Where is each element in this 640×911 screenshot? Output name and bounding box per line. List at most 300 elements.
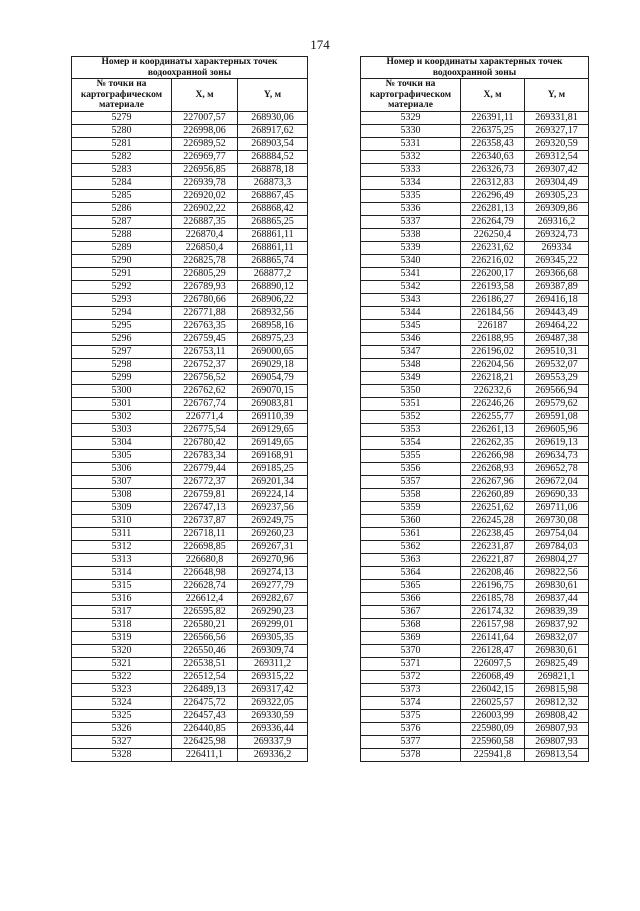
table-row [72, 384, 308, 397]
table-row [361, 488, 589, 501]
table-row [72, 293, 308, 306]
point-number-cell: 5284 [72, 176, 172, 189]
y-coordinate-cell: 269322,05 [238, 696, 308, 709]
point-number-cell: 5377 [361, 735, 461, 748]
y-coordinate-cell: 269416,18 [525, 293, 589, 306]
point-number-cell: 5297 [72, 345, 172, 358]
y-coordinate-cell: 268975,23 [238, 332, 308, 345]
table-row [72, 241, 308, 254]
x-coordinate-cell: 226969,77 [172, 150, 238, 163]
table-row [72, 462, 308, 475]
table-row [361, 501, 589, 514]
y-coordinate-cell: 268930,06 [238, 111, 308, 124]
table-row [361, 202, 589, 215]
table-row [361, 436, 589, 449]
table-row [361, 215, 589, 228]
x-coordinate-cell: 226268,93 [461, 462, 525, 475]
point-number-cell: 5285 [72, 189, 172, 202]
y-coordinate-cell: 268861,11 [238, 228, 308, 241]
x-coordinate-cell: 226475,72 [172, 696, 238, 709]
point-number-cell: 5371 [361, 657, 461, 670]
table-row [361, 267, 589, 280]
y-coordinate-cell: 269000,65 [238, 345, 308, 358]
point-number-cell: 5317 [72, 605, 172, 618]
point-number-cell: 5346 [361, 332, 461, 345]
x-coordinate-cell: 226375,25 [461, 124, 525, 137]
x-coordinate-cell: 226920,02 [172, 189, 238, 202]
point-number-cell: 5356 [361, 462, 461, 475]
y-coordinate-cell: 268867,45 [238, 189, 308, 202]
point-number-cell: 5366 [361, 592, 461, 605]
x-coordinate-cell: 226939,78 [172, 176, 238, 189]
table-row [72, 124, 308, 137]
x-coordinate-cell: 226718,11 [172, 527, 238, 540]
y-coordinate-cell: 269290,23 [238, 605, 308, 618]
x-coordinate-cell: 226025,57 [461, 696, 525, 709]
point-number-cell: 5292 [72, 280, 172, 293]
point-number-cell: 5363 [361, 553, 461, 566]
x-coordinate-cell: 226780,42 [172, 436, 238, 449]
table-row [72, 397, 308, 410]
x-coordinate-cell: 226238,45 [461, 527, 525, 540]
x-coordinate-cell: 226779,44 [172, 462, 238, 475]
x-coordinate-cell: 226737,87 [172, 514, 238, 527]
x-coordinate-cell: 226680,8 [172, 553, 238, 566]
point-number-cell: 5281 [72, 137, 172, 150]
y-coordinate-cell: 269464,22 [525, 319, 589, 332]
point-number-cell: 5320 [72, 644, 172, 657]
point-number-cell: 5332 [361, 150, 461, 163]
point-number-cell: 5300 [72, 384, 172, 397]
table-row [72, 189, 308, 202]
point-number-cell: 5376 [361, 722, 461, 735]
point-number-cell: 5352 [361, 410, 461, 423]
x-coordinate-cell: 226805,29 [172, 267, 238, 280]
y-coordinate-cell: 269274,13 [238, 566, 308, 579]
point-number-cell: 5327 [72, 735, 172, 748]
table-row [361, 475, 589, 488]
table-row [72, 657, 308, 670]
page-number: 174 [310, 37, 330, 52]
y-coordinate-cell: 269334 [525, 241, 589, 254]
table-row [361, 345, 589, 358]
table-row [361, 423, 589, 436]
column-header-point: № точки на картографическом материале [361, 79, 461, 112]
y-coordinate-cell: 269822,56 [525, 566, 589, 579]
y-coordinate-cell: 268958,16 [238, 319, 308, 332]
y-coordinate-cell: 269690,33 [525, 488, 589, 501]
y-coordinate-cell: 269309,86 [525, 202, 589, 215]
y-coordinate-cell: 269083,81 [238, 397, 308, 410]
point-number-cell: 5293 [72, 293, 172, 306]
table-row [72, 254, 308, 267]
point-number-cell: 5282 [72, 150, 172, 163]
x-coordinate-cell: 226312,83 [461, 176, 525, 189]
table-row [72, 202, 308, 215]
point-number-cell: 5301 [72, 397, 172, 410]
table-row [361, 748, 589, 761]
x-coordinate-cell: 226218,21 [461, 371, 525, 384]
x-coordinate-cell: 226580,21 [172, 618, 238, 631]
point-number-cell: 5364 [361, 566, 461, 579]
x-coordinate-cell: 226068,49 [461, 670, 525, 683]
point-number-cell: 5374 [361, 696, 461, 709]
y-coordinate-cell: 269282,67 [238, 592, 308, 605]
x-coordinate-cell: 226887,35 [172, 215, 238, 228]
point-number-cell: 5296 [72, 332, 172, 345]
y-coordinate-cell: 269672,04 [525, 475, 589, 488]
point-number-cell: 5280 [72, 124, 172, 137]
column-header-point: № точки на картографическом материале [72, 79, 172, 112]
point-number-cell: 5334 [361, 176, 461, 189]
y-coordinate-cell: 269345,22 [525, 254, 589, 267]
column-header-y: Y, м [525, 79, 589, 112]
point-number-cell: 5358 [361, 488, 461, 501]
point-number-cell: 5288 [72, 228, 172, 241]
table-row [72, 722, 308, 735]
y-coordinate-cell: 269336,44 [238, 722, 308, 735]
table-row [361, 124, 589, 137]
x-coordinate-cell: 226440,85 [172, 722, 238, 735]
y-coordinate-cell: 269837,44 [525, 592, 589, 605]
table-row [361, 410, 589, 423]
point-number-cell: 5289 [72, 241, 172, 254]
point-number-cell: 5357 [361, 475, 461, 488]
x-coordinate-cell: 226762,62 [172, 384, 238, 397]
table-row [72, 488, 308, 501]
table-row [361, 670, 589, 683]
point-number-cell: 5368 [361, 618, 461, 631]
table-row [361, 228, 589, 241]
y-coordinate-cell: 269387,89 [525, 280, 589, 293]
table-row [361, 657, 589, 670]
x-coordinate-cell: 226296,49 [461, 189, 525, 202]
y-coordinate-cell: 269366,68 [525, 267, 589, 280]
x-coordinate-cell: 226264,79 [461, 215, 525, 228]
x-coordinate-cell: 226250,4 [461, 228, 525, 241]
x-coordinate-cell: 226825,78 [172, 254, 238, 267]
y-coordinate-cell: 269312,54 [525, 150, 589, 163]
table-row [72, 618, 308, 631]
y-coordinate-cell: 268877,2 [238, 267, 308, 280]
table-row [361, 280, 589, 293]
table-title: Номер и координаты характерных точек водоохранной зоны [72, 57, 308, 79]
table-row [72, 150, 308, 163]
x-coordinate-cell: 226255,77 [461, 410, 525, 423]
table-row [72, 358, 308, 371]
point-number-cell: 5304 [72, 436, 172, 449]
point-number-cell: 5351 [361, 397, 461, 410]
x-coordinate-cell: 226775,54 [172, 423, 238, 436]
table-row [72, 228, 308, 241]
y-coordinate-cell: 268890,12 [238, 280, 308, 293]
y-coordinate-cell: 269260,23 [238, 527, 308, 540]
table-row [361, 332, 589, 345]
y-coordinate-cell: 269299,01 [238, 618, 308, 631]
x-coordinate-cell: 226266,98 [461, 449, 525, 462]
table-row [72, 319, 308, 332]
y-coordinate-cell: 268906,22 [238, 293, 308, 306]
y-coordinate-cell: 269807,93 [525, 722, 589, 735]
table-row [72, 332, 308, 345]
table-row [72, 501, 308, 514]
point-number-cell: 5329 [361, 111, 461, 124]
x-coordinate-cell: 226628,74 [172, 579, 238, 592]
point-number-cell: 5349 [361, 371, 461, 384]
table-row [72, 748, 308, 761]
y-coordinate-cell: 269054,79 [238, 371, 308, 384]
x-coordinate-cell: 225980,09 [461, 722, 525, 735]
table-row [361, 631, 589, 644]
point-number-cell: 5330 [361, 124, 461, 137]
point-number-cell: 5314 [72, 566, 172, 579]
table-body-left [72, 111, 308, 761]
table-row [361, 605, 589, 618]
x-coordinate-cell: 226512,54 [172, 670, 238, 683]
point-number-cell: 5333 [361, 163, 461, 176]
x-coordinate-cell: 226184,56 [461, 306, 525, 319]
point-number-cell: 5345 [361, 319, 461, 332]
point-number-cell: 5341 [361, 267, 461, 280]
x-coordinate-cell: 226196,02 [461, 345, 525, 358]
y-coordinate-cell: 269324,73 [525, 228, 589, 241]
x-coordinate-cell: 226489,13 [172, 683, 238, 696]
table-row [72, 267, 308, 280]
x-coordinate-cell: 226411,1 [172, 748, 238, 761]
y-coordinate-cell: 269224,14 [238, 488, 308, 501]
y-coordinate-cell: 269579,62 [525, 397, 589, 410]
column-header-y: Y, м [238, 79, 308, 112]
point-number-cell: 5335 [361, 189, 461, 202]
x-coordinate-cell: 226902,22 [172, 202, 238, 215]
point-number-cell: 5315 [72, 579, 172, 592]
table-body-right [361, 111, 589, 761]
point-number-cell: 5367 [361, 605, 461, 618]
y-coordinate-cell: 268861,11 [238, 241, 308, 254]
x-coordinate-cell: 226267,96 [461, 475, 525, 488]
table-row [361, 319, 589, 332]
y-coordinate-cell: 269237,56 [238, 501, 308, 514]
table-row [72, 514, 308, 527]
y-coordinate-cell: 269784,03 [525, 540, 589, 553]
x-coordinate-cell: 226538,51 [172, 657, 238, 670]
table-row [72, 631, 308, 644]
x-coordinate-cell: 226648,98 [172, 566, 238, 579]
x-coordinate-cell: 226763,35 [172, 319, 238, 332]
point-number-cell: 5347 [361, 345, 461, 358]
table-row [72, 111, 308, 124]
table-row [361, 150, 589, 163]
y-coordinate-cell: 268868,42 [238, 202, 308, 215]
x-coordinate-cell: 226747,13 [172, 501, 238, 514]
x-coordinate-cell: 226789,93 [172, 280, 238, 293]
x-coordinate-cell: 226042,15 [461, 683, 525, 696]
y-coordinate-cell: 269309,74 [238, 644, 308, 657]
point-number-cell: 5303 [72, 423, 172, 436]
point-number-cell: 5279 [72, 111, 172, 124]
table-row [72, 215, 308, 228]
x-coordinate-cell: 226188,95 [461, 332, 525, 345]
point-number-cell: 5291 [72, 267, 172, 280]
x-coordinate-cell: 226186,27 [461, 293, 525, 306]
table-row [72, 306, 308, 319]
table-row [361, 358, 589, 371]
y-coordinate-cell: 269070,15 [238, 384, 308, 397]
point-number-cell: 5350 [361, 384, 461, 397]
point-number-cell: 5307 [72, 475, 172, 488]
y-coordinate-cell: 269336,2 [238, 748, 308, 761]
x-coordinate-cell: 226185,78 [461, 592, 525, 605]
y-coordinate-cell: 269591,08 [525, 410, 589, 423]
y-coordinate-cell: 269331,81 [525, 111, 589, 124]
table-row [361, 592, 589, 605]
y-coordinate-cell: 269813,54 [525, 748, 589, 761]
point-number-cell: 5302 [72, 410, 172, 423]
y-coordinate-cell: 269110,39 [238, 410, 308, 423]
point-number-cell: 5354 [361, 436, 461, 449]
x-coordinate-cell: 226783,34 [172, 449, 238, 462]
x-coordinate-cell: 226246,26 [461, 397, 525, 410]
y-coordinate-cell: 269129,65 [238, 423, 308, 436]
table-row [361, 384, 589, 397]
table-row [361, 293, 589, 306]
column-header-x: X, м [461, 79, 525, 112]
table-row [72, 592, 308, 605]
x-coordinate-cell: 226391,11 [461, 111, 525, 124]
table-title: Номер и координаты характерных точек водоохранной зоны [361, 57, 589, 79]
y-coordinate-cell: 269305,23 [525, 189, 589, 202]
y-coordinate-cell: 268865,25 [238, 215, 308, 228]
point-number-cell: 5286 [72, 202, 172, 215]
y-coordinate-cell: 269804,27 [525, 553, 589, 566]
x-coordinate-cell: 226752,37 [172, 358, 238, 371]
x-coordinate-cell: 226850,4 [172, 241, 238, 254]
table-row [72, 280, 308, 293]
y-coordinate-cell: 269839,39 [525, 605, 589, 618]
point-number-cell: 5360 [361, 514, 461, 527]
point-number-cell: 5324 [72, 696, 172, 709]
table-row [72, 566, 308, 579]
y-coordinate-cell: 268932,56 [238, 306, 308, 319]
table-row [72, 137, 308, 150]
y-coordinate-cell: 269201,34 [238, 475, 308, 488]
x-coordinate-cell: 226221,87 [461, 553, 525, 566]
y-coordinate-cell: 269337,9 [238, 735, 308, 748]
x-coordinate-cell: 226759,45 [172, 332, 238, 345]
point-number-cell: 5359 [361, 501, 461, 514]
point-number-cell: 5373 [361, 683, 461, 696]
x-coordinate-cell: 226260,89 [461, 488, 525, 501]
y-coordinate-cell: 269830,61 [525, 579, 589, 592]
table-row [361, 462, 589, 475]
y-coordinate-cell: 269029,18 [238, 358, 308, 371]
x-coordinate-cell: 226196,75 [461, 579, 525, 592]
point-number-cell: 5365 [361, 579, 461, 592]
table-row [72, 410, 308, 423]
point-number-cell: 5348 [361, 358, 461, 371]
table-row [361, 111, 589, 124]
point-number-cell: 5362 [361, 540, 461, 553]
y-coordinate-cell: 269634,73 [525, 449, 589, 462]
table-row [361, 683, 589, 696]
y-coordinate-cell: 269754,04 [525, 527, 589, 540]
point-number-cell: 5311 [72, 527, 172, 540]
table-row [72, 553, 308, 566]
point-number-cell: 5294 [72, 306, 172, 319]
table-row [361, 644, 589, 657]
table-row [361, 371, 589, 384]
y-coordinate-cell: 269815,98 [525, 683, 589, 696]
x-coordinate-cell: 226956,85 [172, 163, 238, 176]
y-coordinate-cell: 269711,06 [525, 501, 589, 514]
point-number-cell: 5336 [361, 202, 461, 215]
x-coordinate-cell: 226771,4 [172, 410, 238, 423]
x-coordinate-cell: 226281,13 [461, 202, 525, 215]
y-coordinate-cell: 269311,2 [238, 657, 308, 670]
x-coordinate-cell: 225960,58 [461, 735, 525, 748]
x-coordinate-cell: 226157,98 [461, 618, 525, 631]
point-number-cell: 5322 [72, 670, 172, 683]
table-row [72, 436, 308, 449]
point-number-cell: 5353 [361, 423, 461, 436]
table-row [72, 527, 308, 540]
x-coordinate-cell: 226231,87 [461, 540, 525, 553]
table-row [361, 722, 589, 735]
table-row [72, 644, 308, 657]
x-coordinate-cell: 226595,82 [172, 605, 238, 618]
y-coordinate-cell: 269837,92 [525, 618, 589, 631]
point-number-cell: 5323 [72, 683, 172, 696]
x-coordinate-cell: 226251,62 [461, 501, 525, 514]
table-row [361, 566, 589, 579]
table-row [72, 696, 308, 709]
point-number-cell: 5361 [361, 527, 461, 540]
point-number-cell: 5339 [361, 241, 461, 254]
y-coordinate-cell: 269619,13 [525, 436, 589, 449]
x-coordinate-cell: 226174,32 [461, 605, 525, 618]
point-number-cell: 5283 [72, 163, 172, 176]
x-coordinate-cell: 226998,06 [172, 124, 238, 137]
x-coordinate-cell: 226771,88 [172, 306, 238, 319]
point-number-cell: 5378 [361, 748, 461, 761]
y-coordinate-cell: 269808,42 [525, 709, 589, 722]
table-row [361, 254, 589, 267]
table-row [72, 345, 308, 358]
x-coordinate-cell: 226245,28 [461, 514, 525, 527]
table-row [361, 527, 589, 540]
x-coordinate-cell: 226128,47 [461, 644, 525, 657]
table-row [361, 241, 589, 254]
y-coordinate-cell: 269812,32 [525, 696, 589, 709]
point-number-cell: 5343 [361, 293, 461, 306]
x-coordinate-cell: 225941,8 [461, 748, 525, 761]
point-number-cell: 5312 [72, 540, 172, 553]
x-coordinate-cell: 226780,66 [172, 293, 238, 306]
y-coordinate-cell: 269443,49 [525, 306, 589, 319]
y-coordinate-cell: 269315,22 [238, 670, 308, 683]
column-header-x: X, м [172, 79, 238, 112]
table-row [361, 137, 589, 150]
y-coordinate-cell: 269330,59 [238, 709, 308, 722]
y-coordinate-cell: 268917,62 [238, 124, 308, 137]
table-row [361, 579, 589, 592]
y-coordinate-cell: 269830,61 [525, 644, 589, 657]
point-number-cell: 5321 [72, 657, 172, 670]
y-coordinate-cell: 269168,91 [238, 449, 308, 462]
y-coordinate-cell: 269487,38 [525, 332, 589, 345]
y-coordinate-cell: 269149,65 [238, 436, 308, 449]
x-coordinate-cell: 226204,56 [461, 358, 525, 371]
